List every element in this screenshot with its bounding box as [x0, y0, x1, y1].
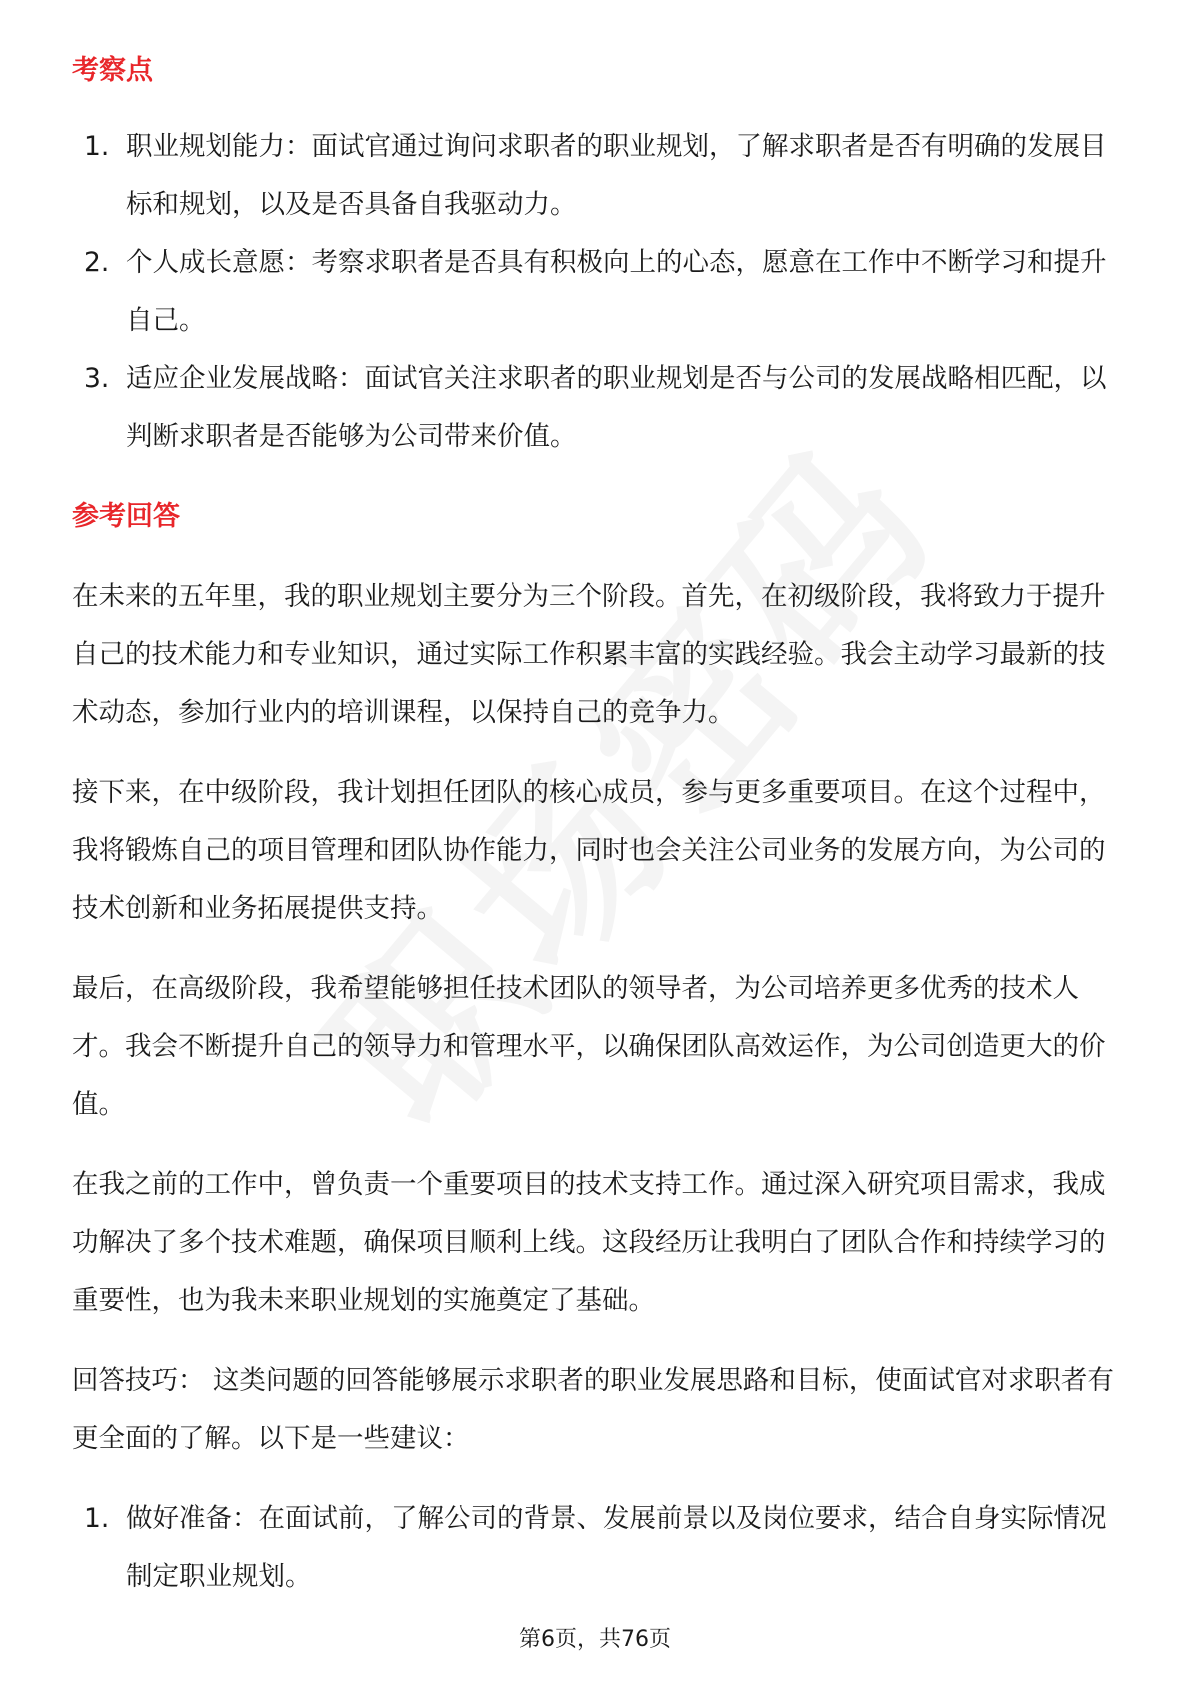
- list-number: 1.: [84, 1503, 110, 1534]
- paragraph: 最后，在高级阶段，我希望能够担任技术团队的领导者，为公司培养更多优秀的技术人才。我会不断提升自己的领导力和管理水平，以确保团队高效运作，为公司创造更大的价值。: [72, 973, 1106, 1120]
- list-item: [72, 350, 1122, 466]
- list-text: 做好准备：在面试前，了解公司的背景、发展前景以及岗位要求，结合自身实际情况制定职业规划。: [126, 1503, 1107, 1592]
- list-number: 1.: [84, 131, 110, 162]
- list-item: [72, 1490, 1122, 1606]
- list-number: 3.: [84, 363, 110, 394]
- list-item: [72, 234, 1122, 350]
- section-title-kaochadian: 考察点: [72, 55, 153, 86]
- list-text: 适应企业发展战略：面试官关注求职者的职业规划是否与公司的发展战略相匹配，以判断求职者是否能够为公司带来价值。: [126, 363, 1107, 452]
- list-text: 职业规划能力：面试官通过询问求职者的职业规划，了解求职者是否有明确的发展目标和规划，以及是否具备自我驱动力。: [126, 131, 1107, 220]
- answer-tips-paragraph: 回答技巧： 这类问题的回答能够展示求职者的职业发展思路和目标，使面试官对求职者有更全面的了解。以下是一些建议：: [72, 1365, 1114, 1454]
- paragraph: 在我之前的工作中，曾负责一个重要项目的技术支持工作。通过深入研究项目需求，我成功解决了多个技术难题，确保项目顺利上线。这段经历让我明白了团队合作和持续学习的重要性，也为我未来职业规划的实施奠定了基础。: [72, 1169, 1106, 1316]
- page-number-footer: 第6页，共76页: [519, 1627, 671, 1652]
- list-text: 个人成长意愿：考察求职者是否具有积极向上的心态，愿意在工作中不断学习和提升自己。: [126, 247, 1107, 336]
- kaochadian-list: [72, 118, 1122, 466]
- tips-list: [72, 1490, 1122, 1606]
- paragraph: 在未来的五年里，我的职业规划主要分为三个阶段。首先，在初级阶段，我将致力于提升自己的技术能力和专业知识，通过实际工作积累丰富的实践经验。我会主动学习最新的技术动态，参加行业内的培训课程，以保持自己的竞争力。: [72, 581, 1106, 728]
- list-item: [72, 118, 1122, 234]
- content: [72, 42, 1122, 1606]
- section-title-cankao: 参考回答: [72, 501, 180, 532]
- list-number: 2.: [84, 247, 110, 278]
- paragraph: 接下来，在中级阶段，我计划担任团队的核心成员，参与更多重要项目。在这个过程中，我将锻炼自己的项目管理和团队协作能力，同时也会关注公司业务的发展方向，为公司的技术创新和业务拓展提供支持。: [72, 777, 1106, 924]
